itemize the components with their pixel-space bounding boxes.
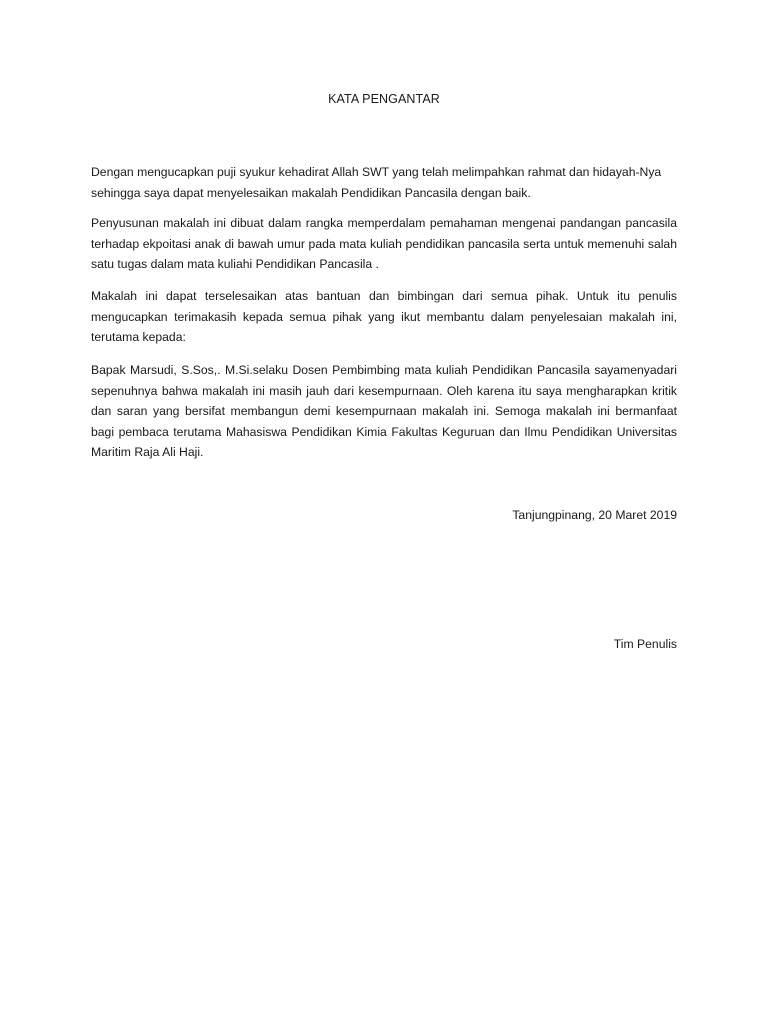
paragraph-acknowledgement: Makalah ini dapat terselesaikan atas bantuan dan bimbingan dari semua pihak. Untuk itu penulis mengucapkan terimakasih kepada semua pihak yang ikut membantu dalam penyelesaian makalah ini, terutama kepada:	[91, 289, 677, 344]
place-date: Tanjungpinang, 20 Maret 2019	[512, 508, 677, 522]
document-title: KATA PENGANTAR	[328, 92, 440, 106]
paragraph-purpose: Penyusunan makalah ini dibuat dalam rangka memperdalam pemahaman mengenai pandangan pancasila terhadap ekpoitasi anak di bawah umur pada mata kuliah pendidikan pancasila serta untuk memenuhi salah satu tugas dalam mata kuliahi Pendidikan Pancasila .	[91, 216, 677, 271]
paragraph-supervisor: Bapak Marsudi, S.Sos,. M.Si.selaku Dosen Pembimbing mata kuliah Pendidikan Pancasila sayamenyadari sepenuhnya bahwa makalah ini masih jauh dari kesempurnaan. Oleh karena itu saya mengharapkan kritik dan saran yang bersifat membangun demi kesempurnaan makalah ini. Semoga makalah ini bermanfaat bagi pembaca terutama Mahasiswa Pendidikan Kimia Fakultas Keguruan dan Ilmu Pendidikan Universitas Maritim Raja Ali Haji.	[91, 363, 677, 459]
signature: Tim Penulis	[613, 637, 677, 651]
paragraph-opening: Dengan mengucapkan puji syukur kehadirat Allah SWT yang telah melimpahkan rahmat dan hidayah-Nya sehingga saya dapat menyelesaikan makalah Pendidikan Pancasila dengan baik.	[91, 165, 662, 200]
